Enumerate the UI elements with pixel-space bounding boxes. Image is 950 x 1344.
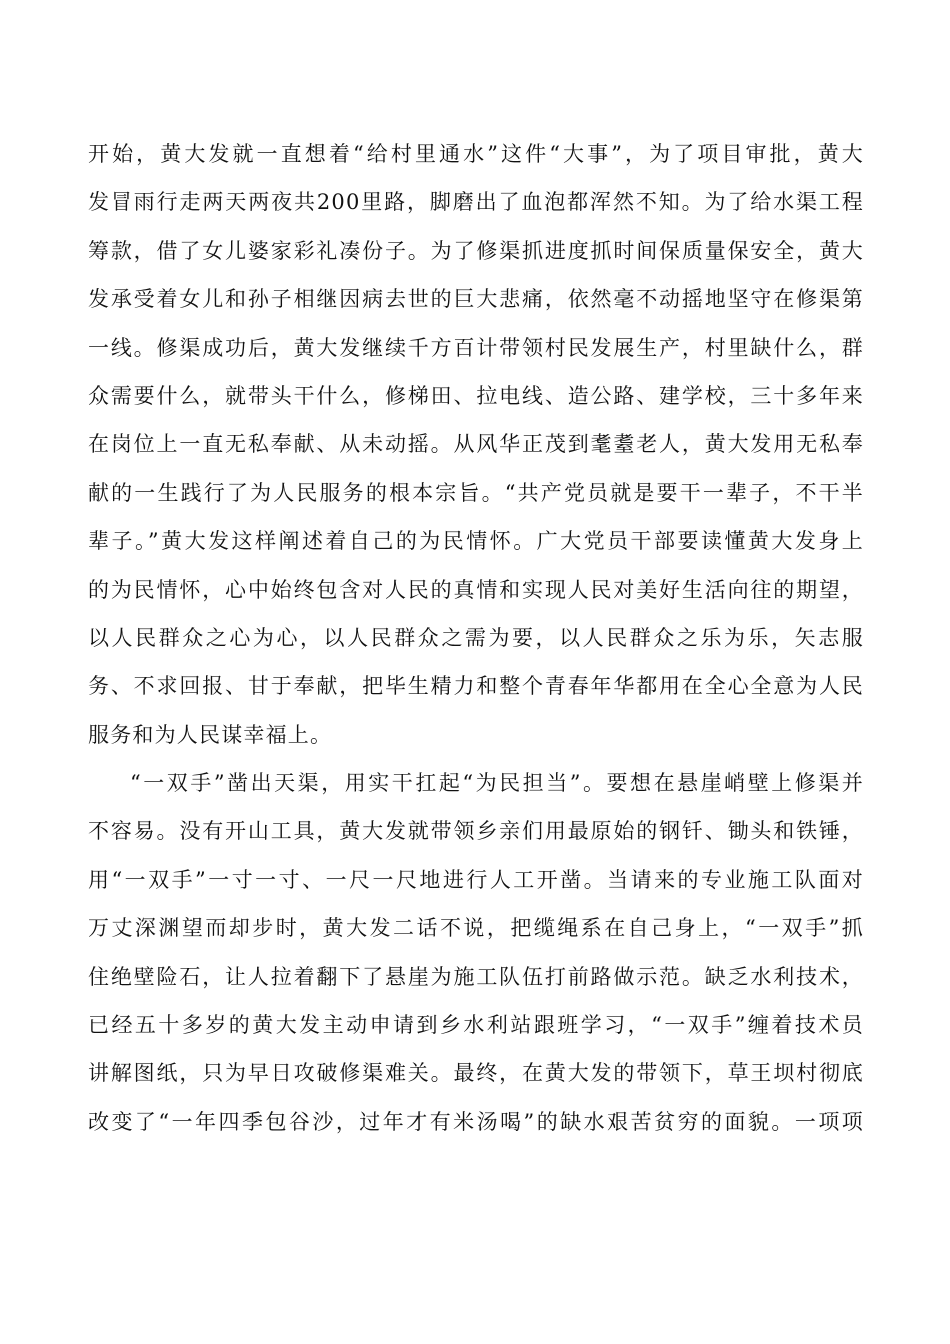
text-line: 献的一生践行了为人民服务的根本宗旨。“共产党员就是要干一辈子，不干半	[88, 480, 864, 505]
paragraph-2	[88, 759, 864, 1146]
text-line: 的为民情怀，心中始终包含对人民的真情和实现人民对美好生活向往的期望，	[88, 577, 864, 602]
text-line: 发冒雨行走两天两夜共200里路，脚磨出了血泡都浑然不知。为了给水渠工程	[88, 190, 864, 215]
text-line: 在岗位上一直无私奉献、从未动摇。从风华正茂到耄耋老人，黄大发用无私奉	[88, 432, 864, 457]
text-line: 众需要什么，就带头干什么，修梯田、拉电线、造公路、建学校，三十多年来	[88, 383, 864, 408]
text-line-last: 服务和为人民谋幸福上。	[88, 722, 333, 747]
text-line: 发承受着女儿和孙子相继因病去世的巨大悲痛，依然毫不动摇地坚守在修渠第	[88, 287, 864, 312]
text-line-first: “一双手”凿出天渠，用实干扛起“为民担当”。要想在悬崖峭壁上修渠并	[130, 771, 864, 796]
paragraph-1	[88, 130, 864, 759]
text-line: 用“一双手”一寸一寸、一尺一尺地进行人工开凿。当请来的专业施工队面对	[88, 867, 864, 892]
text-line: 筹款，借了女儿婆家彩礼凑份子。为了修渠抓进度抓时间保质量保安全，黄大	[88, 238, 864, 263]
text-line: 辈子。”黄大发这样阐述着自己的为民情怀。广大党员干部要读懂黄大发身上	[88, 529, 864, 554]
text-line: 开始，黄大发就一直想着“给村里通水”这件“大事”，为了项目审批，黄大	[88, 142, 864, 166]
text-line: 已经五十多岁的黄大发主动申请到乡水利站跟班学习，“一双手”缠着技术员	[88, 1013, 864, 1038]
text-line: 万丈深渊望而却步时，黄大发二话不说，把缆绳系在自己身上，“一双手”抓	[88, 916, 864, 941]
text-line: 不容易。没有开山工具，黄大发就带领乡亲们用最原始的钢钎、锄头和铁锤，	[88, 819, 864, 844]
text-line: 一线。修渠成功后，黄大发继续千方百计带领村民发展生产，村里缺什么，群	[88, 335, 864, 360]
text-line: 务、不求回报、甘于奉献，把毕生精力和整个青春年华都用在全心全意为人民	[88, 674, 864, 699]
text-line: 改变了“一年四季包谷沙，过年才有米汤喝”的缺水艰苦贫穷的面貌。一项项	[88, 1109, 864, 1134]
text-line: 住绝壁险石，让人拉着翻下了悬崖为施工队伍打前路做示范。缺乏水利技术，	[88, 964, 864, 989]
text-line: 以人民群众之心为心，以人民群众之需为要，以人民群众之乐为乐，矢志服	[88, 625, 864, 650]
document-body	[88, 130, 864, 1146]
text-line: 讲解图纸，只为早日攻破修渠难关。最终，在黄大发的带领下，草王坝村彻底	[88, 1061, 864, 1086]
